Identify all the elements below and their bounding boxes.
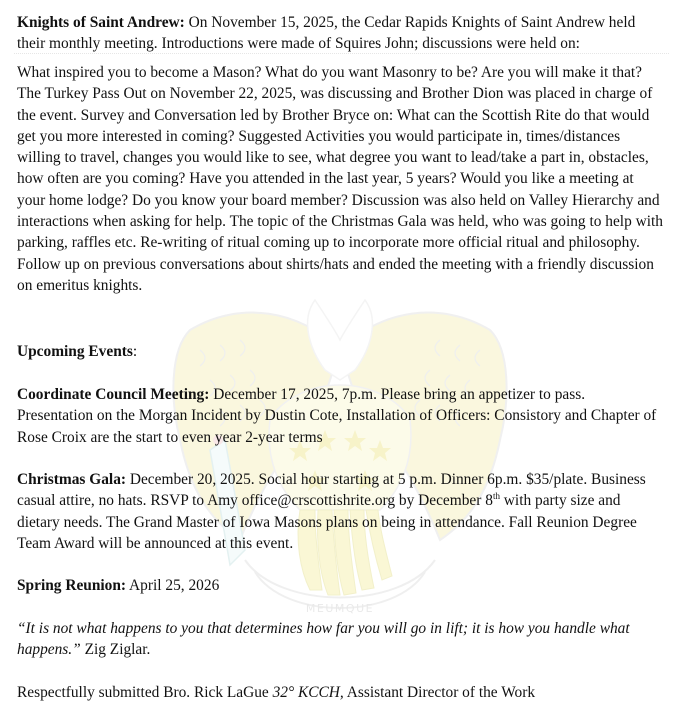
event-title: Christmas Gala: [17,471,127,488]
event-text-continued: with party size and dietary needs. The Grand Master of Iowa Masons plans on being in attendance. Fall Reunion Degree Team Award will be announced at this event. [17,492,637,552]
knights-heading: Knights of Saint Andrew: [17,14,185,31]
event-title: Spring Reunion: [17,577,127,594]
svg-text:MEUMQUE: MEUMQUE [305,602,375,615]
event-text: December 20, 2025. Social hour starting at 5 p.m. Dinner 6p.m. $35/plate. Business casual attire, no hats. RSVP to Amy office@crscottishrite.org by December 8 [17,471,646,510]
upcoming-events-section [17,341,667,362]
signature [17,682,667,703]
signature-prefix: Respectfully submitted Bro. Rick LaGue [17,684,273,701]
upcoming-events-heading: Upcoming Events [17,343,133,360]
signature-suffix: Assistant Director of the Work [343,684,536,701]
event-text: April 25, 2026 [126,577,220,594]
quote-author: Zig Ziglar. [80,641,151,659]
event-spring-reunion [17,575,667,596]
ordinal-suffix: th [492,491,500,502]
quote-text: “It is not what happens to you that determines how far you will go in lift; it is how you handle what happens.” [17,620,630,659]
knights-body [17,62,665,296]
event-text: December 17, 2025, 7p.m. Please bring an appetizer to pass. Presentation on the Morgan Incident by Dustin Cote, Installation of Officers: Consistory and Chapter of Rose Croix are the start to even year 2-year terms [17,386,657,446]
knights-intro-text: On November 15, 2025, the Cedar Rapids Knights of Saint Andrew held their monthly meeting. Introductions were made of Squires John; discussions were held on: [17,14,636,53]
quote [17,618,642,661]
event-coordinate-council [17,384,657,448]
knights-intro [17,12,667,55]
upcoming-events-colon: : [132,343,138,360]
signature-rank: 32° KCCH, [272,684,344,701]
knights-body-text: What inspired you to become a Mason? What do you want Masonry to be? Are you will make it that? The Turkey Pass Out on November 22, 2025, was discussing and Brother Dion was placed in charge of the event. Survey and Conversation led by Brother Bryce on: What can the Scottish Rite do that would get you more interested in coming? Suggested Activities you would participate in, times/distances willing to travel, changes you would like to see, what degree you want to lead/take a part in, obstacles, how often are you coming? Have you attended in the last year, 5 years? Would you like a meeting at your home lodge? Do you know your board member? Discussion was also held on Valley Hierarchy and interactions when asking for help. The topic of the Christmas Gala was held, who was going to help with parking, raffles etc. Re-writing of ritual coming up to incorporate more official ritual and philosophy. Follow up on previous conversations about shirts/hats and ended the meeting with a friendly discussion on emeritus knights. [17,64,663,294]
event-title: Coordinate Council Meeting: [17,386,210,403]
event-christmas-gala [17,469,665,554]
